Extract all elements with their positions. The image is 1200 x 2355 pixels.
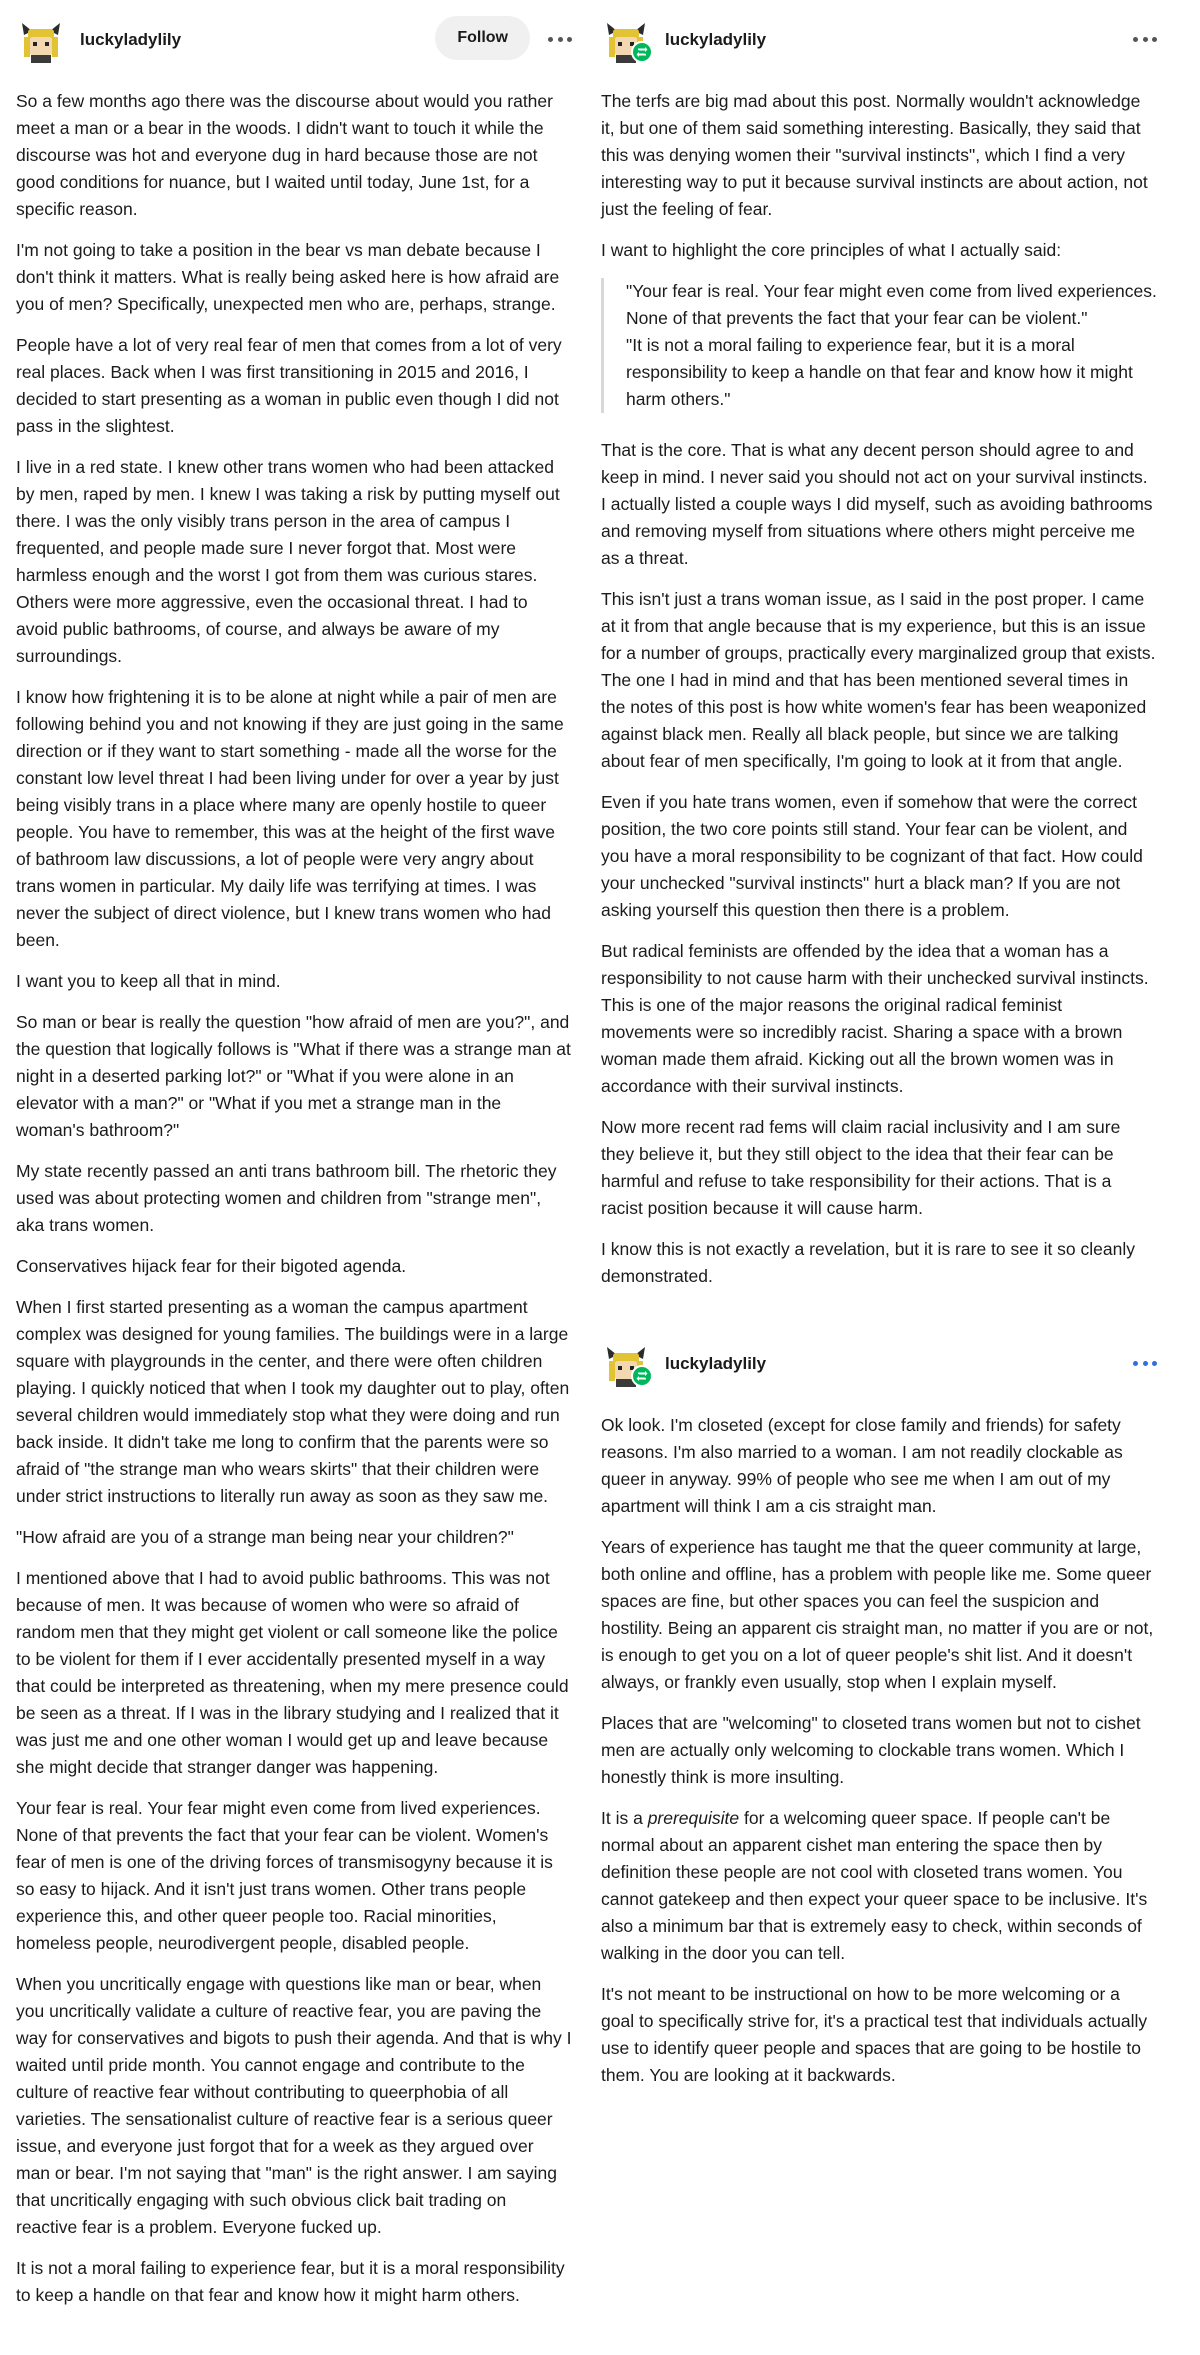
- post-body: [16, 88, 572, 2309]
- username[interactable]: luckyladylily: [665, 1354, 767, 1373]
- post-paragraph: This isn't just a trans woman issue, as I said in the post proper. I came at it from that angle because that is my experience, but this is an issue for a number of groups, practically every marginalized group that exists. The one I had in mind and that has been mentioned several times in the notes of this post is how white women's fear has been weaponized against black men. Really all black people, but since we are talking about fear of men specifically, I'm going to look at it from that angle.: [601, 589, 1156, 771]
- emphasis-text: prerequisite: [647, 1808, 740, 1828]
- post-paragraph: When I first started presenting as a woman the campus apartment complex was designed for young families. The buildings were in a large square with playgrounds in the center, and there were often children playing. I quickly noticed that when I took my daughter out to play, often several children would immediately stop what they were doing and run back inside. It didn't take me long to confirm that the parents were so afraid of "the strange man who wears skirts" that their children were under strict instructions to literally run away as soon as they saw me.: [16, 1297, 570, 1506]
- post-paragraph: My state recently passed an anti trans bathroom bill. The rhetoric they used was about protecting women and children from "strange men", aka trans women.: [16, 1161, 557, 1235]
- username[interactable]: luckyladylily: [665, 30, 767, 49]
- post-paragraph: Conservatives hijack fear for their bigoted agenda.: [16, 1256, 407, 1276]
- post-paragraph: So a few months ago there was the discourse about would you rather meet a man or a bear in the woods. I didn't want to touch it while the discourse was hot and everyone dug in hard because those are not good conditions for nuance, but I waited until today, June 1st, for a specific reason.: [16, 91, 553, 219]
- post-paragraph: That is the core. That is what any decent person should agree to and keep in mind. I never said you should not act on your survival instincts. I actually listed a couple ways I did myself, such as avoiding bathrooms and removing myself from situations where others might perceive me as a threat.: [601, 440, 1153, 568]
- post-paragraph: Even if you hate trans women, even if somehow that were the correct position, the two core points still stand. Your fear can be violent, and you have a moral responsibility to be cognizant of that fact. How could your unchecked "survival instincts" hurt a black man? If you are not asking yourself this question then there is a problem.: [601, 792, 1143, 920]
- post-paragraph: I mentioned above that I had to avoid public bathrooms. This was not because of men. It was because of women who were so afraid of random men that they might get violent or call someone like the police to be violent for them if I ever accidentally presented myself in a way that could be interpreted as threatening, when my mere presence could be seen as a threat. If I was in the library studying and I realized that it was just me and one other woman I would get up and leave because she might decide that stranger danger was happening.: [16, 1568, 569, 1777]
- quote-line: "It is not a moral failing to experience fear, but it is a moral responsibility to keep a handle on that fear and know how it might harm others.": [626, 335, 1133, 409]
- reblog-body: [601, 88, 1157, 1290]
- post-paragraph: It's not meant to be instructional on how to be more welcoming or a goal to specifically strive for, it's a practical test that individuals actually use to identify queer people and spaces that are going to be hostile to them. You are looking at it backwards.: [601, 1984, 1148, 2085]
- quote-line: "Your fear is real. Your fear might even come from lived experiences. None of that prevents the fact that your fear can be violent.": [626, 281, 1157, 328]
- post-paragraph: I know this is not exactly a revelation, but it is rare to see it so cleanly demonstrated.: [601, 1239, 1135, 1286]
- paragraph-text: It is a: [601, 1808, 648, 1828]
- post-paragraph: I want to highlight the core principles of what I actually said:: [601, 240, 1062, 260]
- post-paragraph: Years of experience has taught me that the queer community at large, both online and offline, has a problem with people like me. Some queer spaces are fine, but other spaces you can feel the suspicion and hostility. Being an apparent cis straight man, no matter if you are or not, is enough to get you on a lot of queer people's shit list. And it doesn't always, or frankly even usually, stop when I explain myself.: [601, 1537, 1154, 1692]
- reblog-header: [601, 1324, 1157, 1404]
- post-paragraph: I know how frightening it is to be alone at night while a pair of men are following behind you and not knowing if they are just going in the same direction or if they want to start something - made all the worse for the constant low level threat I had been living under for over a year by just being visibly trans in a place where many are openly hostile to queer people. You have to remember, this was at the height of the first wave of bathroom law discussions, a lot of people were very angry about trans women in particular. My daily life was terrifying at times. I was never the subject of direct violence, but I knew trans women who had been.: [16, 687, 564, 950]
- post-header: [16, 0, 572, 80]
- avatar[interactable]: [601, 1339, 651, 1389]
- original-post: [16, 0, 572, 2323]
- post-paragraph: I live in a red state. I knew other trans women who had been attacked by men, raped by men. I knew I was taking a risk by putting myself out there. I was the only visibly trans person in the area of campus I frequented, and people made sure I never forgot that. Most were harmless enough and the worst I got from them was curious stares. Others were more aggressive, even the occasional threat. I had to avoid public bathrooms, of course, and always be aware of my surroundings.: [16, 457, 560, 666]
- post-paragraph: It is not a moral failing to experience fear, but it is a moral responsibility to keep a handle on that fear and know how it might harm others.: [16, 2258, 565, 2305]
- username[interactable]: luckyladylily: [80, 30, 182, 49]
- follow-button[interactable]: Follow: [435, 16, 530, 60]
- reblog-thread: [601, 0, 1157, 2103]
- reblog-header: [601, 0, 1157, 80]
- reblog-body: [601, 1412, 1157, 2089]
- post-paragraph: I want you to keep all that in mind.: [16, 971, 281, 991]
- post-paragraph: I'm not going to take a position in the bear vs man debate because I don't think it matters. What is really being asked here is how afraid are you of men? Specifically, unexpected men who are, perhaps, strange.: [16, 240, 560, 314]
- post-paragraph: When you uncritically engage with questions like man or bear, when you uncritically validate a culture of reactive fear, you are paving the way for conservatives and bigots to push their agenda. And that is why I waited until pride month. You cannot engage and contribute to the culture of reactive fear without contributing to queerphobia of all varieties. The sensationalist culture of reactive fear is a serious queer issue, and everyone just forgot that for a week as they argued over man or bear. I'm not saying that "man" is the right answer. I am saying that uncritically engaging with such obvious click bait trading on reactive fear is a problem. Everyone fucked up.: [16, 1974, 572, 2237]
- post-paragraph: The terfs are big mad about this post. Normally wouldn't acknowledge it, but one of them said something interesting. Basically, they said that this was denying women their "survival instincts", which I find a very interesting way to put it because survival instincts are about action, not just the feeling of fear.: [601, 91, 1148, 219]
- more-options-icon[interactable]: [1133, 1352, 1157, 1374]
- post-paragraph: "How afraid are you of a strange man being near your children?": [16, 1527, 514, 1547]
- post-paragraph: So man or bear is really the question "how afraid of men are you?", and the question that logically follows is "What if there was a strange man at night in a deserted parking lot?" or "What if you were alone in an elevator with a man?" or "What if you met a strange man in the woman's bathroom?": [16, 1012, 571, 1140]
- avatar-icon: [16, 15, 66, 65]
- post-paragraph: Ok look. I'm closeted (except for close family and friends) for safety reasons. I'm also married to a woman. I am not readily clockable as queer in anyway. 99% of people who see me when I am out of my apartment will think I am a cis straight man.: [601, 1415, 1123, 1516]
- reblog-icon: [631, 1365, 653, 1387]
- avatar[interactable]: [16, 15, 66, 65]
- post-paragraph: [601, 1805, 1157, 1967]
- reblog-icon: [631, 41, 653, 63]
- more-options-icon[interactable]: [548, 28, 572, 50]
- post-paragraph: Now more recent rad fems will claim racial inclusivity and I am sure they believe it, but they still object to the idea that their fear can be harmful and refuse to take responsibility for their actions. That is a racist position because it will cause harm.: [601, 1117, 1121, 1218]
- post-paragraph: Your fear is real. Your fear might even come from lived experiences. None of that prevents the fact that your fear can be violent. Women's fear of men is one of the driving forces of transmisogyny because it is so easy to hijack. And it isn't just trans women. Other trans people experience this, and other queer people too. Racial minorities, homeless people, neurodivergent people, disabled people.: [16, 1798, 553, 1953]
- avatar[interactable]: [601, 15, 651, 65]
- post-paragraph: But radical feminists are offended by the idea that a woman has a responsibility to not cause harm with their unchecked survival instincts. This is one of the major reasons the original radical feminist movements were so incredibly racist. Sharing a space with a brown woman made them afraid. Kicking out all the brown women was in accordance with their survival instincts.: [601, 941, 1149, 1096]
- post-paragraph: Places that are "welcoming" to closeted trans women but not to cishet men are actually only welcoming to clockable trans women. Which I honestly think is more insulting.: [601, 1713, 1141, 1787]
- paragraph-text: for a welcoming queer space. If people can't be normal about an apparent cishet man entering the space then by definition these people are not cool with closeted trans women. You cannot gatekeep and then expect your queer space to be inclusive. It's also a minimum bar that is extremely easy to check, within seconds of walking in the door you can tell.: [601, 1808, 1148, 1963]
- blockquote: [601, 278, 1157, 413]
- post-paragraph: People have a lot of very real fear of men that comes from a lot of very real places. Back when I was first transitioning in 2015 and 2016, I decided to start presenting as a woman in public even though I did not pass in the slightest.: [16, 335, 562, 436]
- more-options-icon[interactable]: [1133, 28, 1157, 50]
